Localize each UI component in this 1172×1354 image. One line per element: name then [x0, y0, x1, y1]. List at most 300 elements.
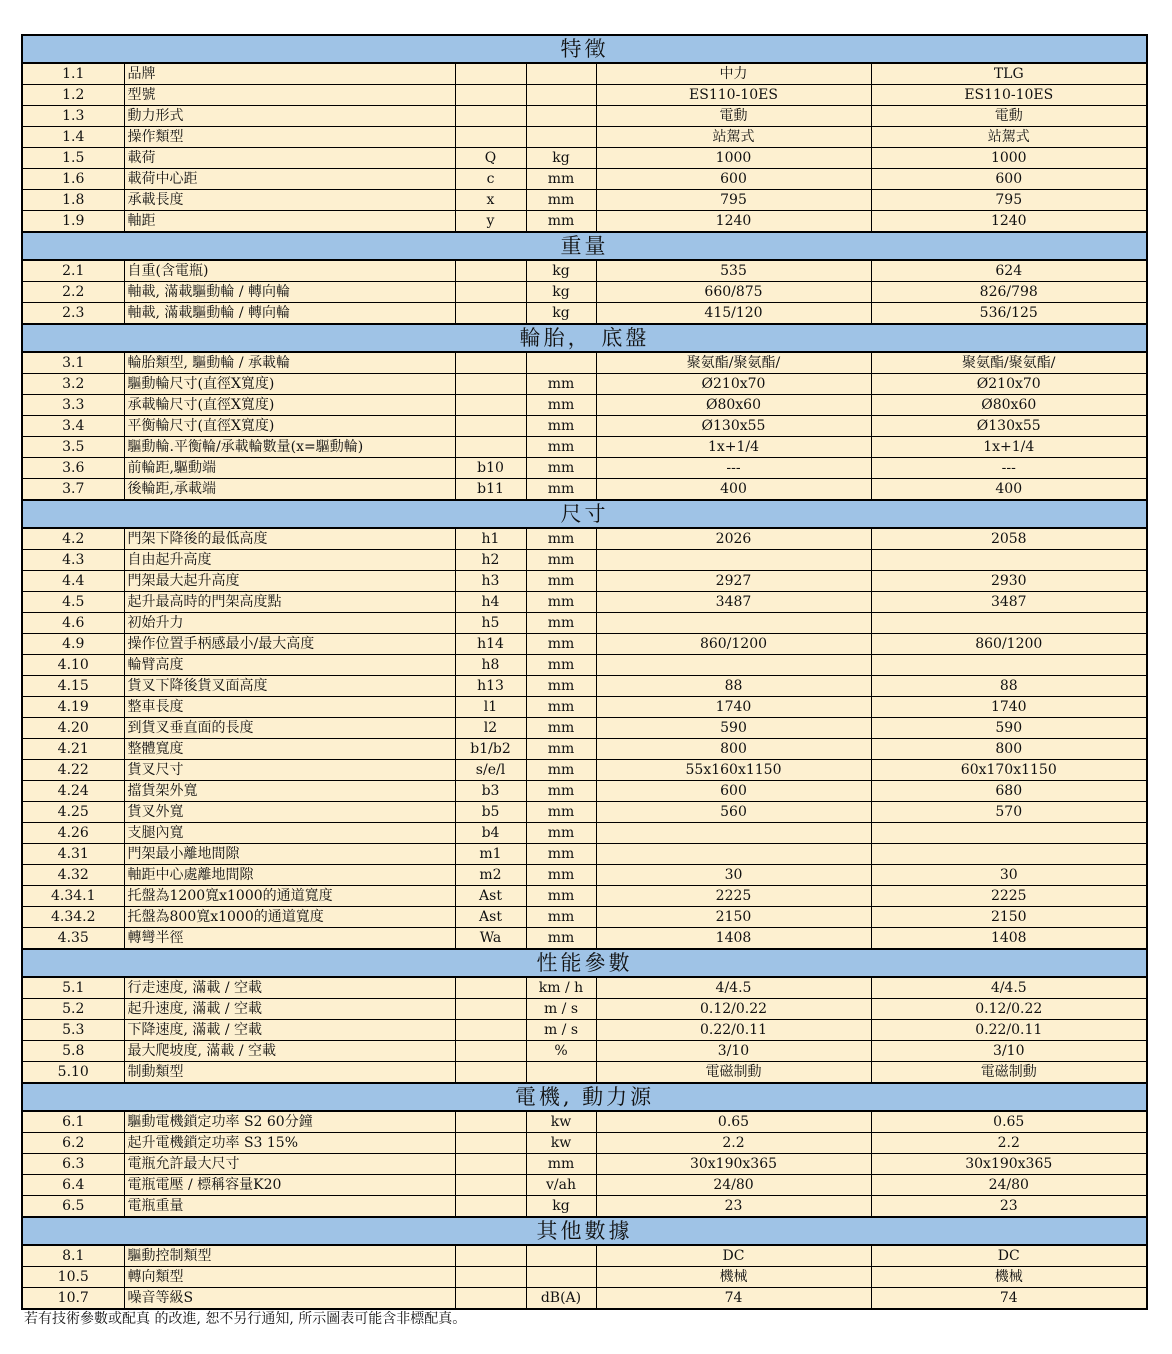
spec-row	[22, 106, 1147, 127]
spec-row-value-brand2: 站駕式	[871, 127, 1147, 148]
spec-row-label: 前輪距,驅動端	[124, 458, 455, 479]
spec-row-value-brand1: 30x190x365	[596, 1154, 871, 1175]
spec-row-value-brand1: 88	[596, 676, 871, 697]
spec-row-value-brand1: 30	[596, 865, 871, 886]
spec-row-label: 整體寬度	[124, 739, 455, 760]
spec-row-value-brand2: 600	[871, 169, 1147, 190]
spec-row-label: 驅動電機鎖定功率 S2 60分鐘	[124, 1111, 455, 1133]
spec-row-symbol: h1	[455, 528, 526, 550]
spec-row-label: 門架最小離地間隙	[124, 844, 455, 865]
spec-row-label: 最大爬坡度, 滿載 / 空載	[124, 1041, 455, 1062]
spec-row	[22, 718, 1147, 739]
spec-row-unit: mm	[526, 613, 596, 634]
spec-row-unit: m / s	[526, 1020, 596, 1041]
spec-row	[22, 655, 1147, 676]
spec-row-label: 轉向類型	[124, 1267, 455, 1288]
spec-row-number: 5.2	[22, 999, 124, 1020]
spec-row-value-brand2: 24/80	[871, 1175, 1147, 1196]
spec-row-label: 起升最高時的門架高度點	[124, 592, 455, 613]
spec-row-value-brand2: 30	[871, 865, 1147, 886]
spec-row-label: 下降速度, 滿載 / 空載	[124, 1020, 455, 1041]
spec-row-number: 4.34.1	[22, 886, 124, 907]
spec-row-number: 5.8	[22, 1041, 124, 1062]
spec-row	[22, 550, 1147, 571]
spec-row-unit: dB(A)	[526, 1288, 596, 1310]
spec-row-symbol	[455, 1020, 526, 1041]
spec-row-symbol: h3	[455, 571, 526, 592]
spec-row-symbol	[455, 63, 526, 85]
spec-row-value-brand1: 400	[596, 479, 871, 501]
spec-row-value-brand1: 800	[596, 739, 871, 760]
section-title: 尺寸	[22, 500, 1147, 528]
spec-row-value-brand1	[596, 550, 871, 571]
section-header-row	[22, 949, 1147, 977]
spec-row-unit: v/ah	[526, 1175, 596, 1196]
spec-row-label: 到貨叉垂直面的長度	[124, 718, 455, 739]
spec-row	[22, 211, 1147, 233]
spec-row-unit: kg	[526, 282, 596, 303]
spec-row-value-brand1: Ø210x70	[596, 374, 871, 395]
spec-row-value-brand1: 0.65	[596, 1111, 871, 1133]
spec-row	[22, 303, 1147, 325]
spec-row-symbol: Q	[455, 148, 526, 169]
spec-row-number: 4.9	[22, 634, 124, 655]
spec-row	[22, 85, 1147, 106]
spec-row-value-brand2: 2058	[871, 528, 1147, 550]
spec-row-number: 4.5	[22, 592, 124, 613]
spec-row	[22, 437, 1147, 458]
spec-row	[22, 395, 1147, 416]
spec-row-value-brand1	[596, 823, 871, 844]
spec-row-value-brand1	[596, 655, 871, 676]
spec-row-number: 4.24	[22, 781, 124, 802]
spec-row-unit: kg	[526, 303, 596, 325]
spec-row-value-brand2: 電動	[871, 106, 1147, 127]
spec-row-value-brand2: Ø80x60	[871, 395, 1147, 416]
spec-row-symbol: b4	[455, 823, 526, 844]
section-title: 特徵	[22, 35, 1147, 63]
spec-row-value-brand2: 800	[871, 739, 1147, 760]
spec-row-label: 整車長度	[124, 697, 455, 718]
spec-row-unit	[526, 1062, 596, 1084]
spec-row-label: 擋貨架外寬	[124, 781, 455, 802]
spec-row-number: 6.2	[22, 1133, 124, 1154]
spec-row-number: 4.26	[22, 823, 124, 844]
spec-row-unit: mm	[526, 374, 596, 395]
spec-row-value-brand1: 23	[596, 1196, 871, 1218]
spec-row	[22, 1020, 1147, 1041]
spec-row-unit: mm	[526, 550, 596, 571]
spec-row-value-brand1: 站駕式	[596, 127, 871, 148]
spec-row-label: 電瓶允許最大尺寸	[124, 1154, 455, 1175]
spec-row-label: 軸載, 滿載驅動輪 / 轉向輪	[124, 282, 455, 303]
spec-row-number: 2.1	[22, 260, 124, 282]
spec-row	[22, 479, 1147, 501]
spec-row-unit	[526, 106, 596, 127]
spec-row-number: 5.3	[22, 1020, 124, 1041]
spec-row-value-brand1: 3487	[596, 592, 871, 613]
section-title: 其他數據	[22, 1217, 1147, 1245]
spec-row-value-brand2: 1240	[871, 211, 1147, 233]
spec-row-symbol	[455, 395, 526, 416]
footnote: 若有技術參數或配真 的改進, 恕不另行通知, 所示圖表可能含非標配真。	[24, 1311, 467, 1327]
spec-row-unit: mm	[526, 592, 596, 613]
spec-row-value-brand2	[871, 550, 1147, 571]
spec-row-unit: kg	[526, 148, 596, 169]
spec-row	[22, 528, 1147, 550]
spec-row-unit: mm	[526, 739, 596, 760]
spec-row-value-brand2: DC	[871, 1245, 1147, 1267]
spec-row	[22, 676, 1147, 697]
spec-row-value-brand1: 1408	[596, 928, 871, 950]
spec-row-label: 自重(含電瓶)	[124, 260, 455, 282]
spec-row	[22, 127, 1147, 148]
spec-row-number: 2.3	[22, 303, 124, 325]
spec-row	[22, 634, 1147, 655]
spec-row-label: 驅動輪.平衡輪/承載輪數量(x=驅動輪)	[124, 437, 455, 458]
spec-row-symbol	[455, 1062, 526, 1084]
spec-row-number: 4.22	[22, 760, 124, 781]
spec-row-unit: mm	[526, 697, 596, 718]
spec-row	[22, 1245, 1147, 1267]
spec-row-value-brand1: Ø80x60	[596, 395, 871, 416]
spec-row-unit: mm	[526, 886, 596, 907]
spec-row-value-brand1: 660/875	[596, 282, 871, 303]
spec-row-number: 1.1	[22, 63, 124, 85]
spec-row	[22, 613, 1147, 634]
spec-row-number: 1.8	[22, 190, 124, 211]
spec-row	[22, 844, 1147, 865]
spec-row-unit: mm	[526, 928, 596, 950]
spec-row-number: 4.4	[22, 571, 124, 592]
spec-row-value-brand2: 624	[871, 260, 1147, 282]
spec-row-unit: kw	[526, 1111, 596, 1133]
spec-row-unit: mm	[526, 458, 596, 479]
spec-row-label: 門架下降後的最低高度	[124, 528, 455, 550]
spec-row-unit: mm	[526, 571, 596, 592]
spec-row-unit: mm	[526, 718, 596, 739]
spec-row-label: 噪音等級S	[124, 1288, 455, 1310]
spec-row-value-brand2: 400	[871, 479, 1147, 501]
spec-row-label: 行走速度, 滿載 / 空載	[124, 977, 455, 999]
spec-row-value-brand1: 795	[596, 190, 871, 211]
spec-row-number: 3.6	[22, 458, 124, 479]
spec-row	[22, 148, 1147, 169]
spec-row	[22, 63, 1147, 85]
spec-row-value-brand1: 600	[596, 169, 871, 190]
spec-row-value-brand2: 1x+1/4	[871, 437, 1147, 458]
spec-row-unit: mm	[526, 781, 596, 802]
spec-row-unit	[526, 1267, 596, 1288]
spec-row	[22, 907, 1147, 928]
spec-row-unit: kg	[526, 260, 596, 282]
spec-row-label: 動力形式	[124, 106, 455, 127]
spec-row-value-brand1	[596, 613, 871, 634]
spec-row	[22, 1133, 1147, 1154]
spec-row-value-brand1: 2150	[596, 907, 871, 928]
section-header-row	[22, 500, 1147, 528]
spec-row-symbol	[455, 977, 526, 999]
spec-row-number: 1.9	[22, 211, 124, 233]
spec-row-unit: mm	[526, 437, 596, 458]
spec-row	[22, 886, 1147, 907]
spec-row-value-brand2: 0.12/0.22	[871, 999, 1147, 1020]
spec-row-value-brand2: 2930	[871, 571, 1147, 592]
spec-row-unit: %	[526, 1041, 596, 1062]
spec-row-unit: kg	[526, 1196, 596, 1218]
spec-row-unit: mm	[526, 760, 596, 781]
spec-row-label: 托盤為1200寬x1000的通道寬度	[124, 886, 455, 907]
spec-row-label: 品牌	[124, 63, 455, 85]
spec-row-symbol	[455, 1175, 526, 1196]
spec-row	[22, 1154, 1147, 1175]
spec-row-symbol: b11	[455, 479, 526, 501]
spec-row-label: 電瓶電壓 / 標稱容量K20	[124, 1175, 455, 1196]
spec-row-value-brand1: Ø130x55	[596, 416, 871, 437]
spec-row-value-brand2: 1740	[871, 697, 1147, 718]
spec-row-value-brand1: 1240	[596, 211, 871, 233]
spec-row-label: 門架最大起升高度	[124, 571, 455, 592]
spec-row-unit: mm	[526, 907, 596, 928]
spec-row	[22, 592, 1147, 613]
spec-row-unit	[526, 85, 596, 106]
spec-row-number: 6.4	[22, 1175, 124, 1196]
spec-row-number: 4.35	[22, 928, 124, 950]
spec-row-label: 後輪距,承載端	[124, 479, 455, 501]
spec-row	[22, 282, 1147, 303]
spec-row-number: 3.5	[22, 437, 124, 458]
spec-row-label: 貨叉外寬	[124, 802, 455, 823]
spec-row-label: 平衡輪尺寸(直徑X寬度)	[124, 416, 455, 437]
spec-row-value-brand2: 3487	[871, 592, 1147, 613]
spec-row-label: 承載輪尺寸(直徑X寬度)	[124, 395, 455, 416]
spec-row-symbol: m1	[455, 844, 526, 865]
spec-row-number: 4.20	[22, 718, 124, 739]
spec-row-label: 托盤為800寬x1000的通道寬度	[124, 907, 455, 928]
spec-row-value-brand2: 聚氨酯/聚氨酯/	[871, 352, 1147, 374]
spec-row-number: 2.2	[22, 282, 124, 303]
spec-row-unit: km / h	[526, 977, 596, 999]
spec-row-value-brand2: 0.65	[871, 1111, 1147, 1133]
spec-row-label: 初始升力	[124, 613, 455, 634]
spec-row-unit: mm	[526, 802, 596, 823]
spec-row	[22, 1196, 1147, 1218]
spec-row-symbol: l1	[455, 697, 526, 718]
spec-row-symbol: Ast	[455, 907, 526, 928]
spec-row-value-brand2: 590	[871, 718, 1147, 739]
spec-row-value-brand1: DC	[596, 1245, 871, 1267]
spec-row-symbol: b5	[455, 802, 526, 823]
spec-row	[22, 1111, 1147, 1133]
spec-row-label: 驅動輪尺寸(直徑X寬度)	[124, 374, 455, 395]
spec-row-unit: mm	[526, 211, 596, 233]
spec-row-value-brand2: Ø130x55	[871, 416, 1147, 437]
spec-row-value-brand1: 3/10	[596, 1041, 871, 1062]
spec-row-value-brand1: 74	[596, 1288, 871, 1310]
spec-row-symbol	[455, 1196, 526, 1218]
spec-row-value-brand1: 415/120	[596, 303, 871, 325]
spec-row-symbol: y	[455, 211, 526, 233]
spec-row-value-brand2: 2.2	[871, 1133, 1147, 1154]
spec-row-symbol	[455, 1111, 526, 1133]
spec-row-symbol	[455, 303, 526, 325]
spec-row	[22, 416, 1147, 437]
spec-row-value-brand2	[871, 844, 1147, 865]
spec-row-value-brand1: 560	[596, 802, 871, 823]
spec-row-value-brand2: 30x190x365	[871, 1154, 1147, 1175]
spec-row-label: 載荷中心距	[124, 169, 455, 190]
spec-row-unit: mm	[526, 1154, 596, 1175]
spec-row-number: 1.5	[22, 148, 124, 169]
spec-row-unit	[526, 1245, 596, 1267]
spec-row-number: 6.3	[22, 1154, 124, 1175]
section-header-row	[22, 232, 1147, 260]
spec-row-number: 10.7	[22, 1288, 124, 1310]
spec-row-symbol: s/e/l	[455, 760, 526, 781]
spec-row-unit: mm	[526, 655, 596, 676]
spec-row-number: 3.2	[22, 374, 124, 395]
spec-row-label: 型號	[124, 85, 455, 106]
spec-row-value-brand1: 0.12/0.22	[596, 999, 871, 1020]
spec-row-value-brand1: 590	[596, 718, 871, 739]
spec-row-unit: mm	[526, 865, 596, 886]
spec-row	[22, 760, 1147, 781]
spec-row-value-brand1: ---	[596, 458, 871, 479]
spec-row-value-brand1: 2.2	[596, 1133, 871, 1154]
spec-row-unit	[526, 63, 596, 85]
spec-row-symbol	[455, 260, 526, 282]
spec-row-symbol: b3	[455, 781, 526, 802]
spec-row-label: 貨叉下降後貨叉面高度	[124, 676, 455, 697]
spec-row-value-brand2	[871, 823, 1147, 844]
section-header-row	[22, 1217, 1147, 1245]
spec-row-label: 貨叉尺寸	[124, 760, 455, 781]
spec-row-value-brand2: 2150	[871, 907, 1147, 928]
spec-row-label: 起升電機鎖定功率 S3 15%	[124, 1133, 455, 1154]
section-title: 重量	[22, 232, 1147, 260]
spec-row-number: 6.1	[22, 1111, 124, 1133]
spec-row-number: 1.2	[22, 85, 124, 106]
spec-row-unit: mm	[526, 479, 596, 501]
spec-row-value-brand1	[596, 844, 871, 865]
spec-row-unit: mm	[526, 823, 596, 844]
spec-row-number: 4.25	[22, 802, 124, 823]
spec-row-unit: mm	[526, 169, 596, 190]
spec-row-number: 5.10	[22, 1062, 124, 1084]
spec-row-unit: mm	[526, 416, 596, 437]
spec-row-value-brand2: 1408	[871, 928, 1147, 950]
spec-row-number: 4.34.2	[22, 907, 124, 928]
spec-row-symbol	[455, 1154, 526, 1175]
spec-row	[22, 781, 1147, 802]
spec-row-value-brand2: 570	[871, 802, 1147, 823]
section-header-row	[22, 324, 1147, 352]
spec-row	[22, 1267, 1147, 1288]
spec-row-symbol	[455, 1267, 526, 1288]
spec-row-label: 操作類型	[124, 127, 455, 148]
spec-row-number: 4.10	[22, 655, 124, 676]
spec-row	[22, 374, 1147, 395]
spec-row-label: 輪臂高度	[124, 655, 455, 676]
spec-row-value-brand2	[871, 613, 1147, 634]
spec-row-label: 承載長度	[124, 190, 455, 211]
spec-row-value-brand2: 74	[871, 1288, 1147, 1310]
spec-row-value-brand1: 1740	[596, 697, 871, 718]
spec-row	[22, 260, 1147, 282]
spec-row	[22, 352, 1147, 374]
spec-row-value-brand1: 4/4.5	[596, 977, 871, 999]
spec-row-unit: kw	[526, 1133, 596, 1154]
spec-row-symbol	[455, 352, 526, 374]
spec-row-value-brand2: 60x170x1150	[871, 760, 1147, 781]
section-header-row	[22, 1083, 1147, 1111]
spec-row-label: 軸載, 滿載驅動輪 / 轉向輪	[124, 303, 455, 325]
spec-row	[22, 739, 1147, 760]
spec-row-symbol	[455, 282, 526, 303]
spec-row-label: 軸距中心處離地間隙	[124, 865, 455, 886]
spec-row-value-brand1: 2225	[596, 886, 871, 907]
spec-row-label: 支腿內寬	[124, 823, 455, 844]
spec-row	[22, 1288, 1147, 1310]
spec-row-value-brand2: Ø210x70	[871, 374, 1147, 395]
spec-row-symbol	[455, 1245, 526, 1267]
spec-row-symbol: h5	[455, 613, 526, 634]
spec-row-number: 1.4	[22, 127, 124, 148]
spec-row-symbol: Ast	[455, 886, 526, 907]
section-header-row	[22, 35, 1147, 63]
section-title: 性能參數	[22, 949, 1147, 977]
spec-row	[22, 1175, 1147, 1196]
spec-row-value-brand1: 55x160x1150	[596, 760, 871, 781]
spec-row-number: 4.15	[22, 676, 124, 697]
section-title: 輪胎， 底盤	[22, 324, 1147, 352]
spec-row	[22, 1041, 1147, 1062]
spec-row	[22, 977, 1147, 999]
spec-row-value-brand2	[871, 655, 1147, 676]
spec-row-symbol	[455, 127, 526, 148]
spec-row-symbol: Wa	[455, 928, 526, 950]
spec-row-unit: mm	[526, 395, 596, 416]
spec-row-label: 載荷	[124, 148, 455, 169]
spec-row-symbol: b1/b2	[455, 739, 526, 760]
spec-row-value-brand2: 680	[871, 781, 1147, 802]
spec-row	[22, 458, 1147, 479]
spec-row-value-brand1: 0.22/0.11	[596, 1020, 871, 1041]
spec-row-symbol	[455, 416, 526, 437]
spec-row-unit: mm	[526, 528, 596, 550]
spec-row-symbol	[455, 999, 526, 1020]
spec-row-value-brand1: 機械	[596, 1267, 871, 1288]
spec-row-value-brand1: 600	[596, 781, 871, 802]
spec-row-value-brand1: 1x+1/4	[596, 437, 871, 458]
spec-row-value-brand1: 電動	[596, 106, 871, 127]
spec-row-value-brand2: 795	[871, 190, 1147, 211]
spec-row-label: 起升速度, 滿載 / 空載	[124, 999, 455, 1020]
spec-row-value-brand2: 826/798	[871, 282, 1147, 303]
spec-row-unit: mm	[526, 676, 596, 697]
spec-row-number: 10.5	[22, 1267, 124, 1288]
spec-row-number: 4.6	[22, 613, 124, 634]
spec-row	[22, 190, 1147, 211]
spec-row-label: 驅動控制類型	[124, 1245, 455, 1267]
spec-row-number: 6.5	[22, 1196, 124, 1218]
spec-row-symbol	[455, 85, 526, 106]
spec-row-value-brand1: 1000	[596, 148, 871, 169]
spec-row-number: 1.6	[22, 169, 124, 190]
spec-row-value-brand1: 2927	[596, 571, 871, 592]
spec-row-unit: m / s	[526, 999, 596, 1020]
spec-row-number: 8.1	[22, 1245, 124, 1267]
